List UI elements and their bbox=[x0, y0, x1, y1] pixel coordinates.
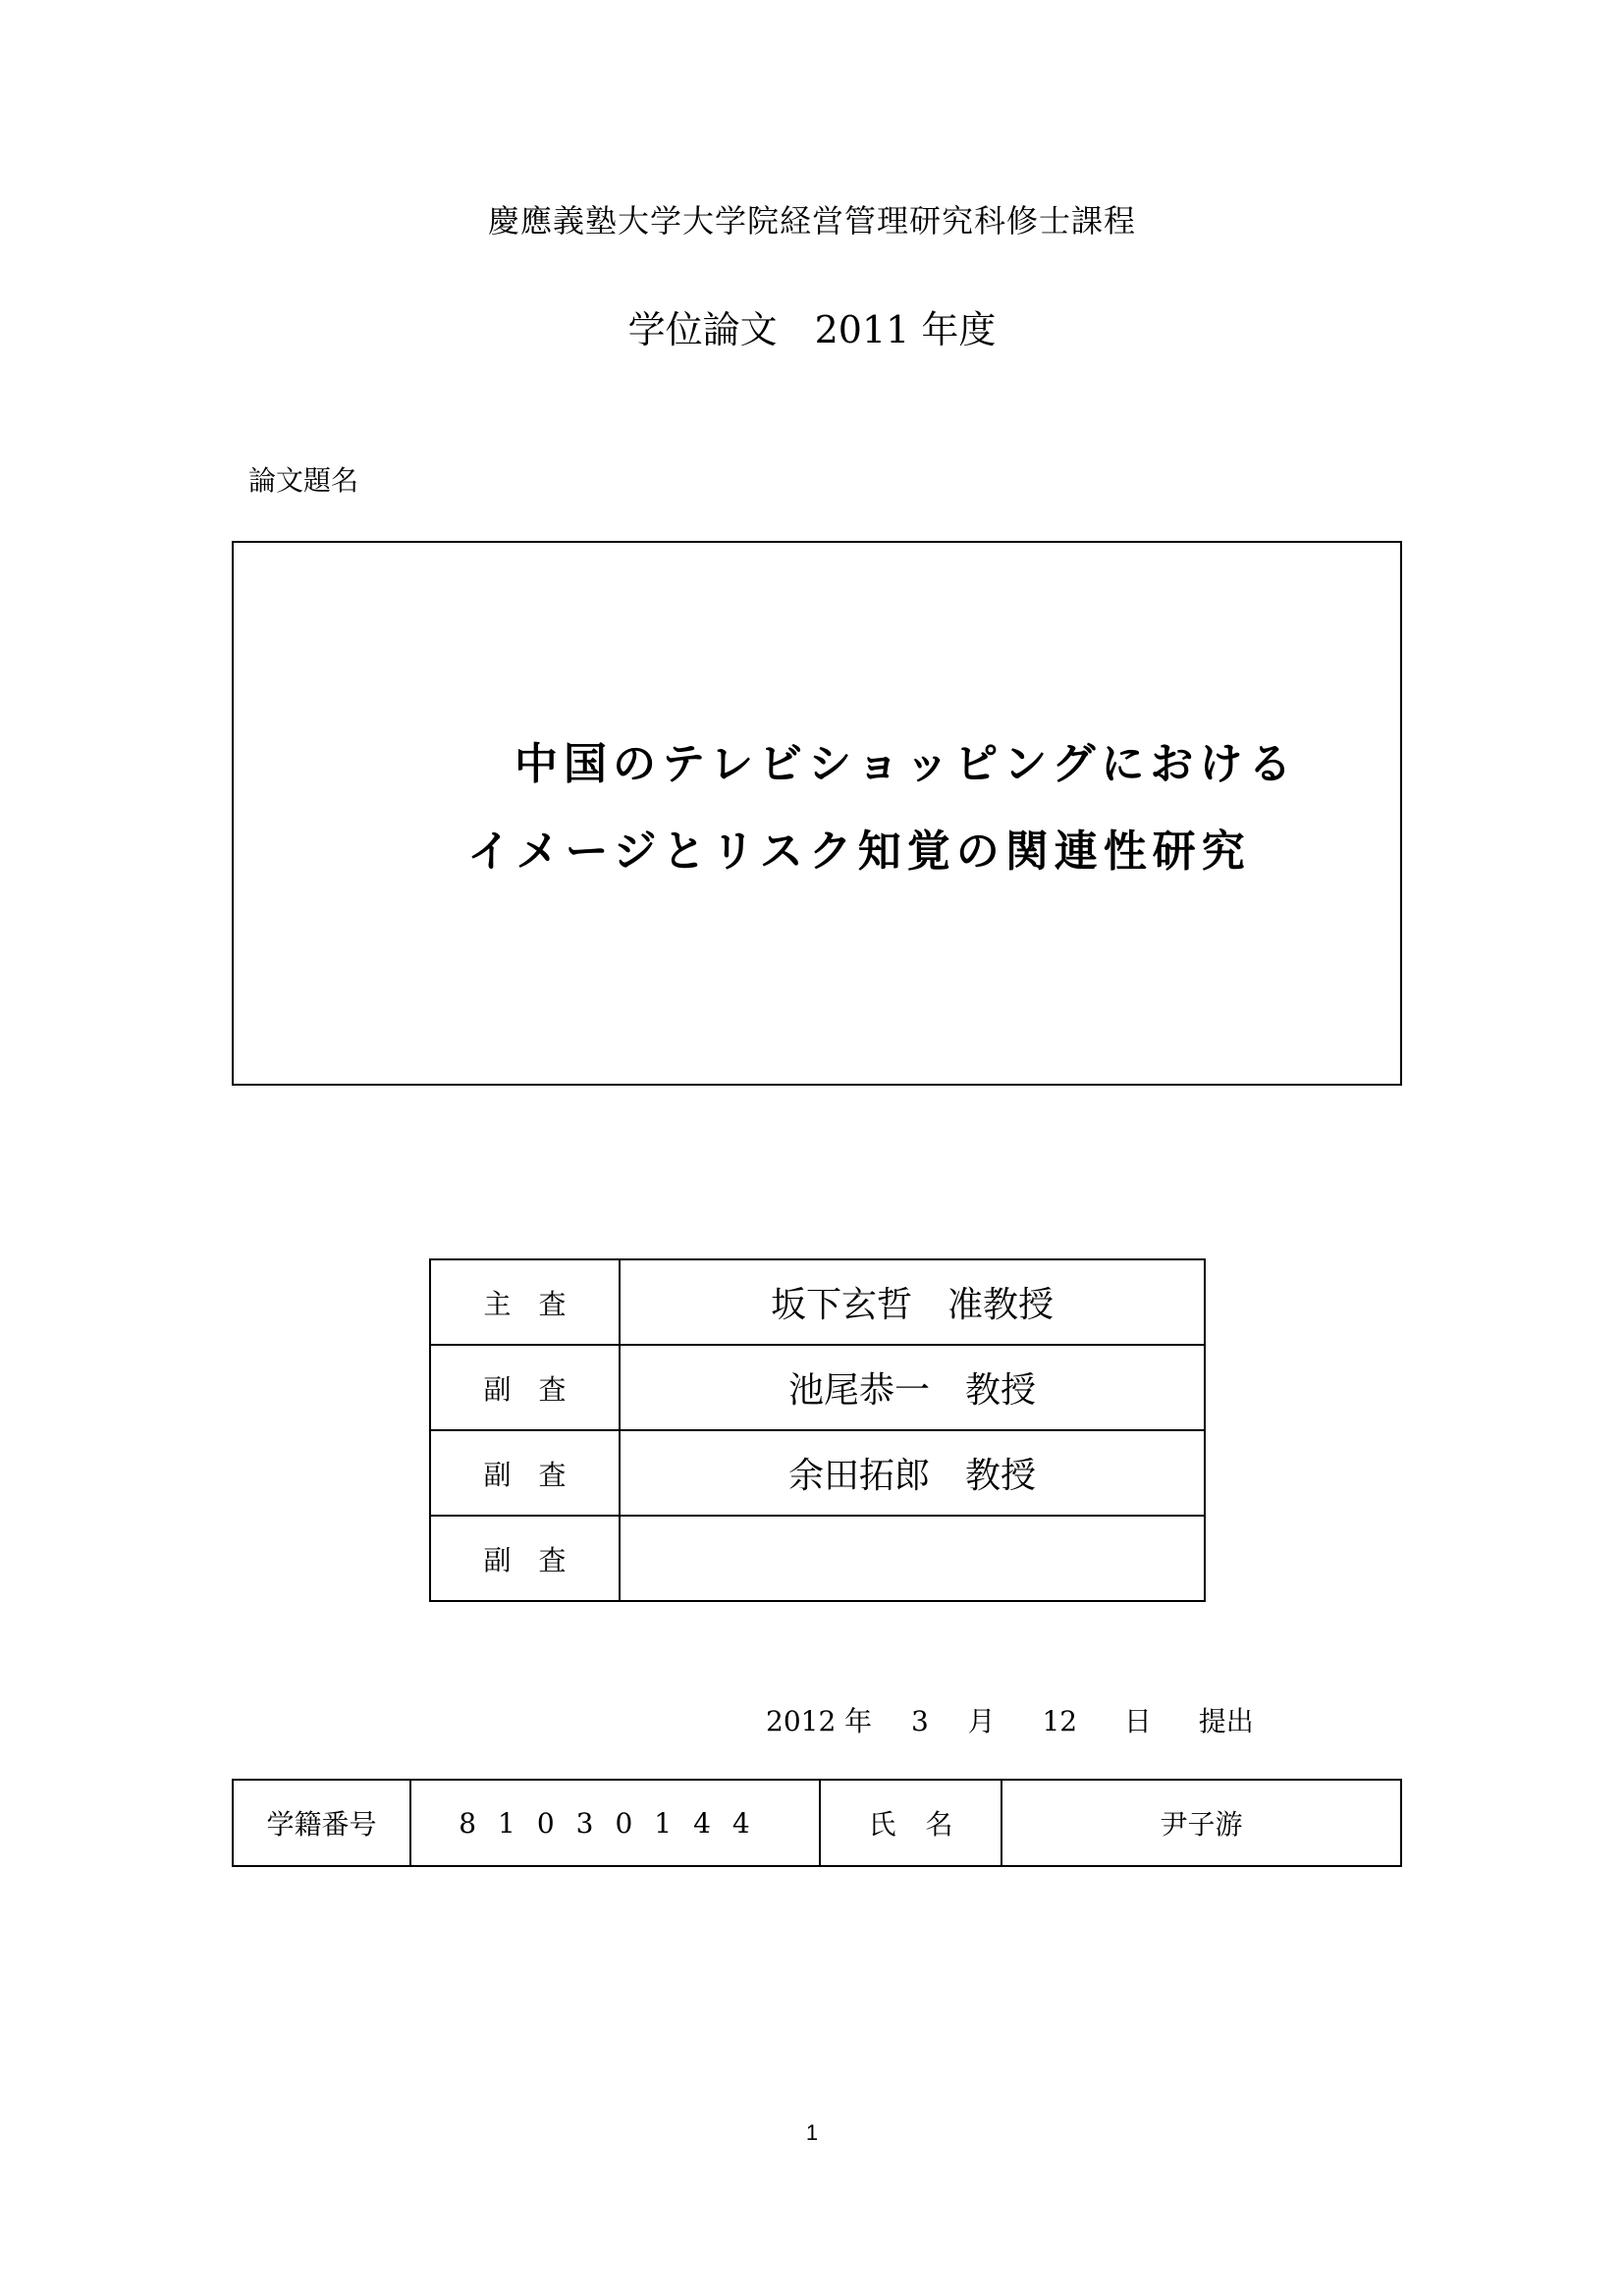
submission-day-unit: 日 bbox=[1123, 1705, 1152, 1737]
examiner-role: 副査 bbox=[430, 1430, 620, 1516]
student-name-label: 氏名 bbox=[820, 1780, 1001, 1866]
student-info-row bbox=[233, 1780, 1401, 1866]
examiner-role: 副査 bbox=[430, 1345, 620, 1430]
university-program-line: 慶應義塾大学大学院経営管理研究科修士課程 bbox=[487, 202, 1136, 240]
submission-year-unit: 年 bbox=[844, 1705, 873, 1737]
thesis-title-line-1: 中国のテレビショッピングにおける bbox=[514, 739, 1298, 789]
student-id-label: 学籍番号 bbox=[233, 1780, 410, 1866]
examiner-name: 池尾恭一 教授 bbox=[620, 1345, 1205, 1430]
student-name-value: 尹子游 bbox=[1001, 1780, 1401, 1866]
page-number: 1 bbox=[805, 2120, 819, 2145]
thesis-title-label: 論文題名 bbox=[248, 464, 359, 497]
examiner-row bbox=[430, 1516, 1205, 1601]
thesis-title-line-2: イメージとリスク知覚の関連性研究 bbox=[467, 827, 1251, 877]
examiner-role: 副査 bbox=[430, 1516, 620, 1601]
examiner-role: 主査 bbox=[430, 1259, 620, 1345]
examiners-table bbox=[429, 1258, 1206, 1602]
examiner-row bbox=[430, 1430, 1205, 1516]
examiner-name: 余田拓郎 教授 bbox=[620, 1430, 1205, 1516]
submission-month: 3 bbox=[911, 1705, 929, 1737]
thesis-year-heading: 学位論文 2011 年度 bbox=[627, 308, 997, 351]
submission-day: 12 bbox=[1042, 1705, 1078, 1737]
examiner-row bbox=[430, 1259, 1205, 1345]
submission-date bbox=[766, 1700, 1254, 1739]
examiner-row bbox=[430, 1345, 1205, 1430]
examiner-name bbox=[620, 1516, 1205, 1601]
submission-action: 提出 bbox=[1198, 1705, 1254, 1737]
student-id-value: 81030144 bbox=[410, 1780, 820, 1866]
submission-year: 2012 bbox=[766, 1705, 837, 1737]
thesis-title-box bbox=[232, 541, 1402, 1086]
examiner-name: 坂下玄哲 准教授 bbox=[620, 1259, 1205, 1345]
student-info-table bbox=[232, 1779, 1402, 1867]
submission-month-unit: 月 bbox=[967, 1705, 996, 1737]
